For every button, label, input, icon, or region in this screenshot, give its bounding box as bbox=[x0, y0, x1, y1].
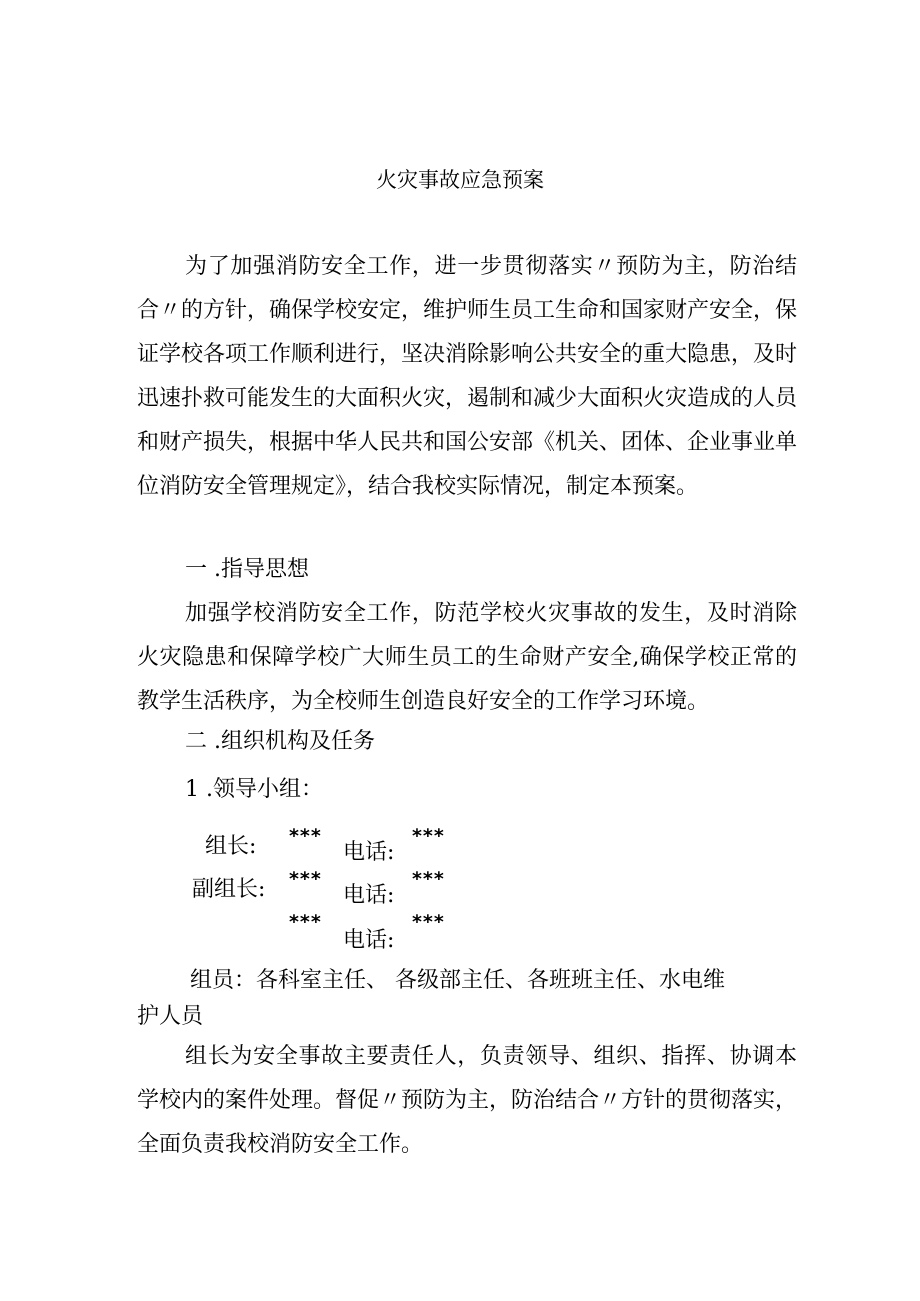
section2-heading: 二 .组织机构及任务 bbox=[185, 729, 375, 754]
intro-paragraph-block bbox=[137, 245, 797, 509]
leader-duty-paragraph: 组长为安全事故主要责任人，负责领导、组织、指挥、协调本学校内的案件处理。督促〃预防为主，防治结合〃方针的贯彻落实，全面负责我校消防安全工作。 bbox=[137, 1044, 798, 1157]
leader-phone-label-2: 电话: bbox=[343, 883, 395, 908]
leader-role-1: 组长: bbox=[205, 834, 257, 859]
members-line-1: 组员：各科室主任、 各级部主任、各班班主任、水电维 bbox=[190, 968, 725, 993]
document-title: 火灾事故应急预案 bbox=[376, 168, 544, 192]
leader-phone-label-1: 电话: bbox=[343, 840, 395, 865]
leader-phone-1: *** bbox=[412, 825, 445, 847]
subsection1-heading: 1 .领导小组： bbox=[185, 777, 323, 802]
leader-duty-block bbox=[137, 1035, 797, 1167]
leader-name-2: *** bbox=[289, 868, 322, 890]
section1-paragraph: 加强学校消防安全工作，防范学校火灾事故的发生，及时消除火灾隐患和保障学校广大师生员工的生命财产安全,确保学校正常的教学生活秩序，为全校师生创造良好安全的工作学习环境。 bbox=[137, 601, 797, 714]
leader-phone-2: *** bbox=[412, 868, 445, 890]
section1-heading: 一 .指导思想 bbox=[185, 557, 309, 582]
members-line-2: 护人员 bbox=[137, 1004, 204, 1029]
section1-paragraph-block bbox=[137, 592, 797, 724]
leader-phone-3: *** bbox=[412, 911, 445, 933]
leader-name-1: *** bbox=[289, 825, 322, 847]
leader-name-3: *** bbox=[289, 911, 322, 933]
leader-phone-label-3: 电话: bbox=[343, 928, 395, 953]
intro-paragraph: 为了加强消防安全工作，进一步贯彻落实〃预防为主，防治结合〃的方针，确保学校安定，维护师生员工生命和国家财产安全，保证学校各项工作顺利进行，坚决消除影响公共安全的重大隐患，及时迅速扑救可能发生的大面积火灾，遏制和减少大面积火灾造成的人员和财产损失，根据中华人民共和国公安部《机关、团体、企业事业单位消防安全管理规定》，结合我校实际情况，制定本预案。 bbox=[137, 254, 798, 499]
leader-role-2: 副组长: bbox=[192, 877, 266, 902]
